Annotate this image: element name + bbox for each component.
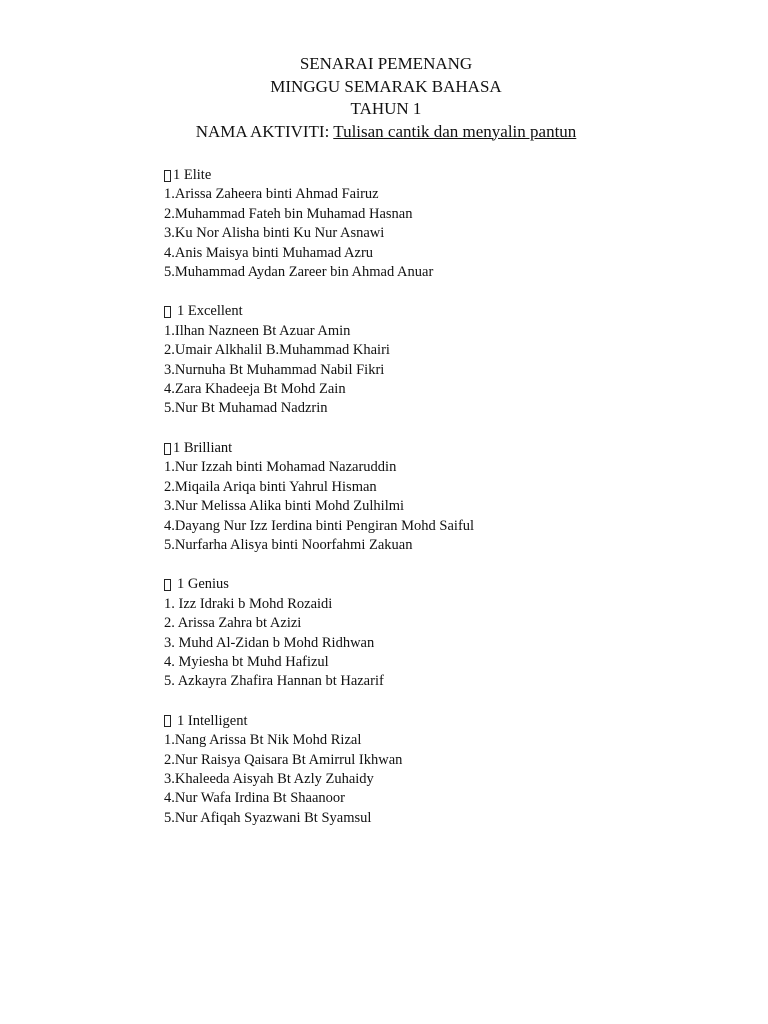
class-heading	[164, 712, 724, 731]
winner-entry: 4.Dayang Nur Izz Ierdina binti Pengiran Mohd Saiful	[164, 517, 475, 534]
class-section	[164, 166, 724, 282]
winner-entry: 1.Arissa Zaheera binti Ahmad Fairuz	[164, 186, 379, 203]
missing-glyph-box-icon	[164, 170, 171, 182]
title-line: SENARAI PEMENANG	[299, 54, 473, 73]
winner-entry: 2. Arissa Zahra bt Azizi	[164, 615, 302, 632]
class-section	[164, 712, 724, 828]
class-name: 1 Genius	[177, 576, 229, 593]
winner-entry: 4.Anis Maisya binti Muhamad Azru	[164, 244, 374, 261]
class-heading	[164, 302, 724, 321]
class-section	[164, 302, 724, 418]
class-section	[164, 575, 724, 691]
winner-entry: 1. Izz Idraki b Mohd Rozaidi	[164, 595, 333, 612]
winner-entry: 5.Muhammad Aydan Zareer bin Ahmad Anuar	[164, 264, 434, 281]
winner-entry: 3.Ku Nor Alisha binti Ku Nur Asnawi	[164, 225, 385, 242]
event-name-line: MINGGU SEMARAK BAHASA	[270, 76, 502, 96]
winner-entry: 4.Zara Khadeeja Bt Mohd Zain	[164, 381, 346, 398]
winner-entry: 2.Umair Alkhalil B.Muhammad Khairi	[164, 342, 390, 359]
class-heading	[164, 439, 724, 458]
winner-entry: 3. Muhd Al-Zidan b Mohd Ridhwan	[164, 634, 375, 651]
winner-entry: 4. Myiesha bt Muhd Hafizul	[164, 653, 329, 670]
winner-entry: 2.Nur Raisya Qaisara Bt Amirrul Ikhwan	[164, 751, 403, 768]
year-line: TAHUN 1	[350, 99, 422, 118]
winner-entry: 4.Nur Wafa Irdina Bt Shaanoor	[164, 790, 345, 807]
winner-entry: 5.Nur Bt Muhamad Nadzrin	[164, 400, 328, 417]
winner-entry: 1.Ilhan Nazneen Bt Azuar Amin	[164, 322, 351, 339]
winner-entry: 5. Azkayra Zhafira Hannan bt Hazarif	[164, 673, 384, 690]
winner-entry: 3.Nurnuha Bt Muhammad Nabil Fikri	[164, 361, 385, 378]
class-heading	[164, 575, 724, 594]
class-name: 1 Brilliant	[173, 439, 233, 456]
missing-glyph-box-icon	[164, 579, 171, 591]
winner-entry: 5.Nurfarha Alisya binti Noorfahmi Zakuan	[164, 536, 413, 553]
activity-name: Tulisan cantik dan menyalin pantun	[333, 121, 577, 141]
missing-glyph-box-icon	[164, 306, 171, 318]
missing-glyph-box-icon	[164, 715, 171, 727]
winner-entry: 3.Khaleeda Aisyah Bt Azly Zuhaidy	[164, 770, 374, 787]
winner-entry: 1.Nur Izzah binti Mohamad Nazaruddin	[164, 459, 397, 476]
winner-entry: 5.Nur Afiqah Syazwani Bt Syamsul	[164, 809, 372, 826]
class-name: 1 Excellent	[177, 303, 243, 320]
class-name: 1 Elite	[173, 167, 212, 183]
document-header	[0, 53, 768, 143]
activity-line	[0, 121, 768, 144]
missing-glyph-box-icon	[164, 443, 171, 455]
activity-label: NAMA AKTIVITI:	[195, 121, 330, 141]
winner-entry: 2.Muhammad Fateh bin Muhamad Hasnan	[164, 205, 413, 222]
winner-lists	[164, 166, 724, 848]
class-heading	[164, 166, 724, 185]
winner-entry: 2.Miqaila Ariqa binti Yahrul Hisman	[164, 478, 377, 495]
class-section	[164, 439, 724, 555]
winner-entry: 3.Nur Melissa Alika binti Mohd Zulhilmi	[164, 498, 405, 515]
winner-entry: 1.Nang Arissa Bt Nik Mohd Rizal	[164, 732, 362, 749]
class-name: 1 Intelligent	[177, 712, 248, 729]
